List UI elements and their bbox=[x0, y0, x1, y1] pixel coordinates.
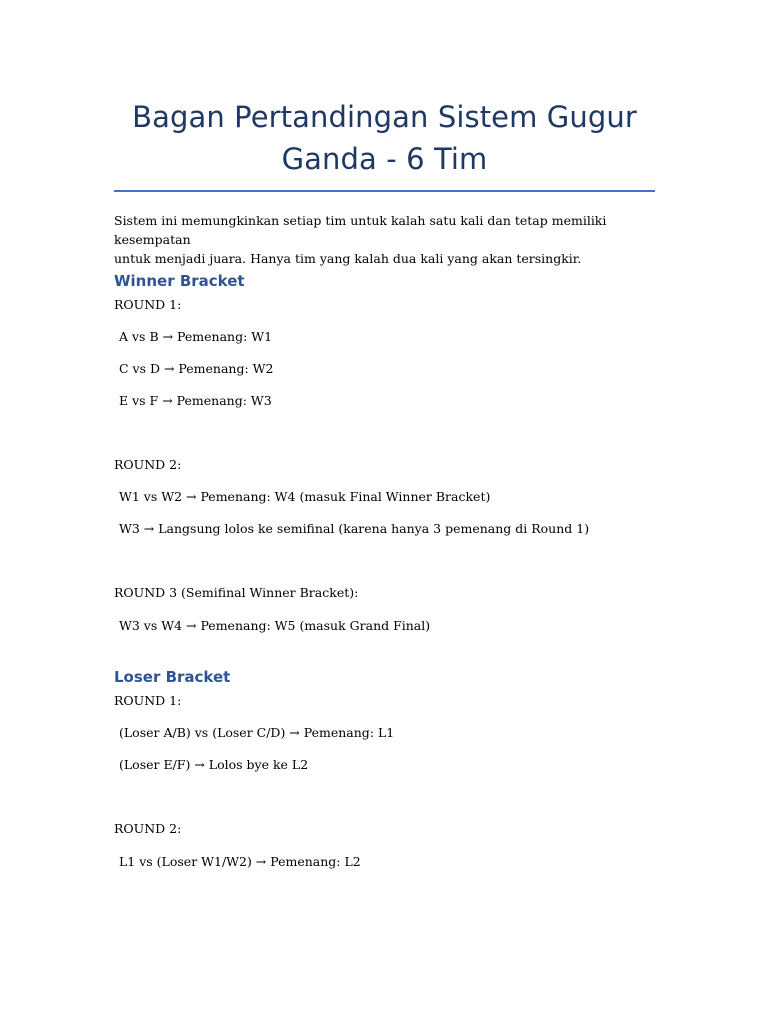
winner-round3-label: ROUND 3 (Semifinal Winner Bracket): bbox=[114, 585, 359, 600]
title-underline bbox=[114, 190, 655, 192]
loser-round2-label: ROUND 2: bbox=[114, 821, 182, 836]
winner-round3-match-1: W3 vs W4 → Pemenang: W5 (masuk Grand Final) bbox=[119, 618, 431, 633]
intro-line-2: untuk menjadi juara. Hanya tim yang kalah dua kali yang akan tersingkir. bbox=[114, 251, 582, 266]
document-title bbox=[114, 0, 655, 180]
loser-bracket-heading: Loser Bracket bbox=[114, 668, 231, 686]
intro-line-1: Sistem ini memungkinkan setiap tim untuk kalah satu kali dan tetap memiliki kesempatan bbox=[114, 213, 607, 247]
winner-round1-match-3: E vs F → Pemenang: W3 bbox=[119, 393, 272, 408]
loser-round1-match-1: (Loser A/B) vs (Loser C/D) → Pemenang: L1 bbox=[119, 725, 395, 740]
winner-round1-match-2: C vs D → Pemenang: W2 bbox=[119, 361, 274, 376]
winner-round2-match-1: W1 vs W2 → Pemenang: W4 (masuk Final Winner Bracket) bbox=[119, 489, 491, 504]
winner-round1-label: ROUND 1: bbox=[114, 297, 182, 312]
document-page bbox=[114, 0, 655, 869]
winner-round2-match-2: W3 → Langsung lolos ke semifinal (karena hanya 3 pemenang di Round 1) bbox=[119, 521, 590, 536]
title-line-2: Ganda - 6 Tim bbox=[281, 142, 488, 176]
title-line-1: Bagan Pertandingan Sistem Gugur bbox=[132, 100, 637, 134]
winner-bracket-heading: Winner Bracket bbox=[114, 272, 245, 290]
loser-round1-match-2: (Loser E/F) → Lolos bye ke L2 bbox=[119, 757, 309, 772]
loser-round2-match-1: L1 vs (Loser W1/W2) → Pemenang: L2 bbox=[119, 854, 361, 869]
loser-round1-label: ROUND 1: bbox=[114, 693, 182, 708]
winner-round1-match-1: A vs B → Pemenang: W1 bbox=[119, 329, 273, 344]
winner-round2-label: ROUND 2: bbox=[114, 457, 182, 472]
intro-paragraph bbox=[114, 211, 655, 268]
